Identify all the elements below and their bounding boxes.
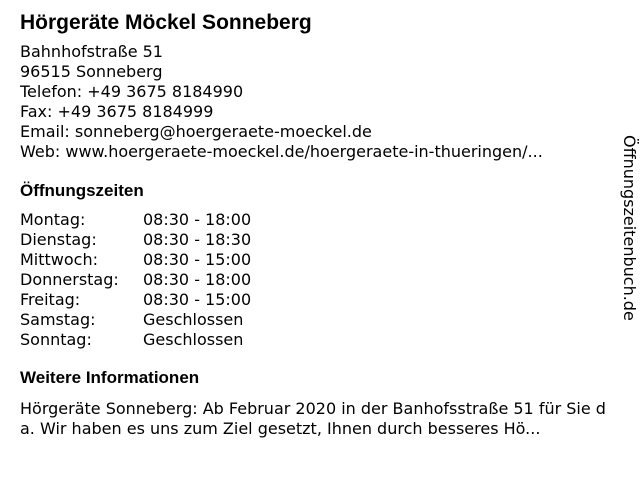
hours-time: Geschlossen <box>143 330 244 349</box>
address-street: Bahnhofstraße 51 <box>20 42 163 61</box>
hours-row-thursday <box>20 270 620 290</box>
hours-row-saturday <box>20 310 620 330</box>
store-title: Hörgeräte Möckel Sonneberg <box>20 11 312 34</box>
fax-line: Fax: +49 3675 8184999 <box>20 102 214 121</box>
hours-day: Dienstag: <box>20 230 97 249</box>
hours-time: 08:30 - 15:00 <box>143 290 252 309</box>
hours-day: Sonntag: <box>20 330 92 349</box>
hours-row-monday <box>20 210 620 230</box>
contact-block <box>20 42 620 162</box>
hours-time: 08:30 - 18:30 <box>143 230 252 249</box>
hours-time: Geschlossen <box>143 310 244 329</box>
hours-day: Montag: <box>20 210 86 229</box>
sidebar-brand-label: Öffnungszeitenbuch.de <box>620 135 639 321</box>
hours-row-wednesday <box>20 250 620 270</box>
hours-day: Mittwoch: <box>20 250 98 269</box>
phone-line: Telefon: +49 3675 8184990 <box>20 82 244 101</box>
hours-day: Freitag: <box>20 290 81 309</box>
hours-time: 08:30 - 18:00 <box>143 270 252 289</box>
hours-time: 08:30 - 15:00 <box>143 250 252 269</box>
web-line: Web: www.hoergeraete-moeckel.de/hoergeraete-in-thueringen/... <box>20 142 543 161</box>
more-info-text: Hörgeräte Sonneberg: Ab Februar 2020 in der Banhofsstraße 51 für Sie da. Wir haben es uns zum Ziel gesetzt, Ihnen durch besseres Hö... <box>20 399 606 438</box>
hours-day: Donnerstag: <box>20 270 119 289</box>
hours-row-friday <box>20 290 620 310</box>
address-city: 96515 Sonneberg <box>20 62 163 81</box>
hours-day: Samstag: <box>20 310 96 329</box>
store-card <box>20 10 620 439</box>
opening-hours-table <box>20 210 620 350</box>
hours-row-sunday <box>20 330 620 350</box>
hours-time: 08:30 - 18:00 <box>143 210 252 229</box>
opening-hours-heading: Öffnungszeiten <box>20 181 144 200</box>
hours-row-tuesday <box>20 230 620 250</box>
email-line: Email: sonneberg@hoergeraete-moeckel.de <box>20 122 372 141</box>
more-info-heading: Weitere Informationen <box>20 368 200 387</box>
